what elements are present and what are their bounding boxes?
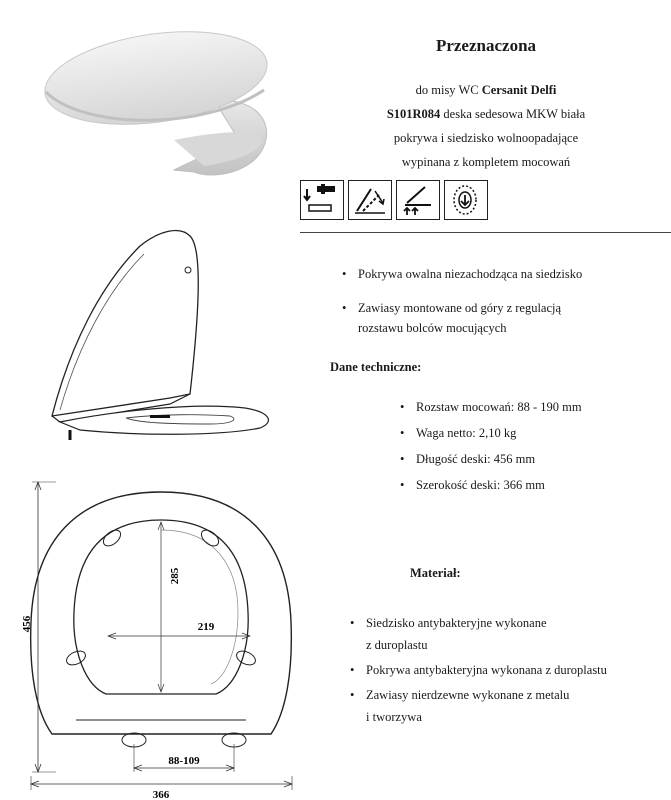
list-item: • Szerokość deski: 366 mm: [396, 472, 666, 498]
dimension-hinge-spacing-label: 88-109: [168, 755, 200, 767]
antibacterial-icon: [444, 180, 488, 220]
dimension-width-label: 366: [152, 789, 170, 800]
list-item: • Pokrywa owalna niezachodząca na siedzisko: [338, 264, 668, 284]
material-list: [346, 612, 666, 731]
series-name: Cersanit Delfi: [481, 83, 557, 97]
page-title: Przeznaczona: [435, 36, 537, 55]
dimension-inner-width-label: 219: [197, 621, 215, 633]
side-view-drawing: [30, 226, 280, 446]
feature-icons: [300, 180, 488, 222]
list-item: • Rozstaw mocowań: 88 - 190 mm: [396, 394, 666, 420]
product-code: S101R084: [386, 107, 441, 121]
top-mount-hinge-icon: [300, 180, 344, 220]
divider-line: [300, 232, 671, 233]
product-photo: [24, 20, 284, 180]
list-item: • Pokrywa antybakteryjna wykonana z duroplastu: [346, 659, 666, 681]
material-heading: Materiał:: [410, 566, 461, 580]
list-item: • Waga netto: 2,10 kg: [396, 420, 666, 446]
top-view-dimension-drawing: [16, 472, 306, 800]
features-list: [338, 264, 668, 352]
tech-data-list: [396, 394, 666, 498]
soft-close-icon: [348, 180, 392, 220]
list-item: • Siedzisko antybakteryjne wykonane z duroplastu: [346, 612, 666, 656]
dimension-inner-length-label: 285: [169, 567, 181, 585]
list-item: • Długość deski: 456 mm: [396, 446, 666, 472]
removable-seat-icon: [396, 180, 440, 220]
tech-data-heading: Dane techniczne:: [330, 360, 422, 374]
dimension-length-label: 456: [21, 615, 33, 633]
list-item: • Zawiasy nierdzewne wykonane z metalu i tworzywa: [346, 684, 666, 728]
product-description: do misy WC Cersanit Delfi S101R084 deska sedesowa MKW biała pokrywa i siedzisko wolnoopadające wypinana z kompletem mocowań: [386, 83, 586, 169]
list-item: • Zawiasy montowane od góry z regulacją rozstawu bolców mocujących: [338, 298, 668, 338]
